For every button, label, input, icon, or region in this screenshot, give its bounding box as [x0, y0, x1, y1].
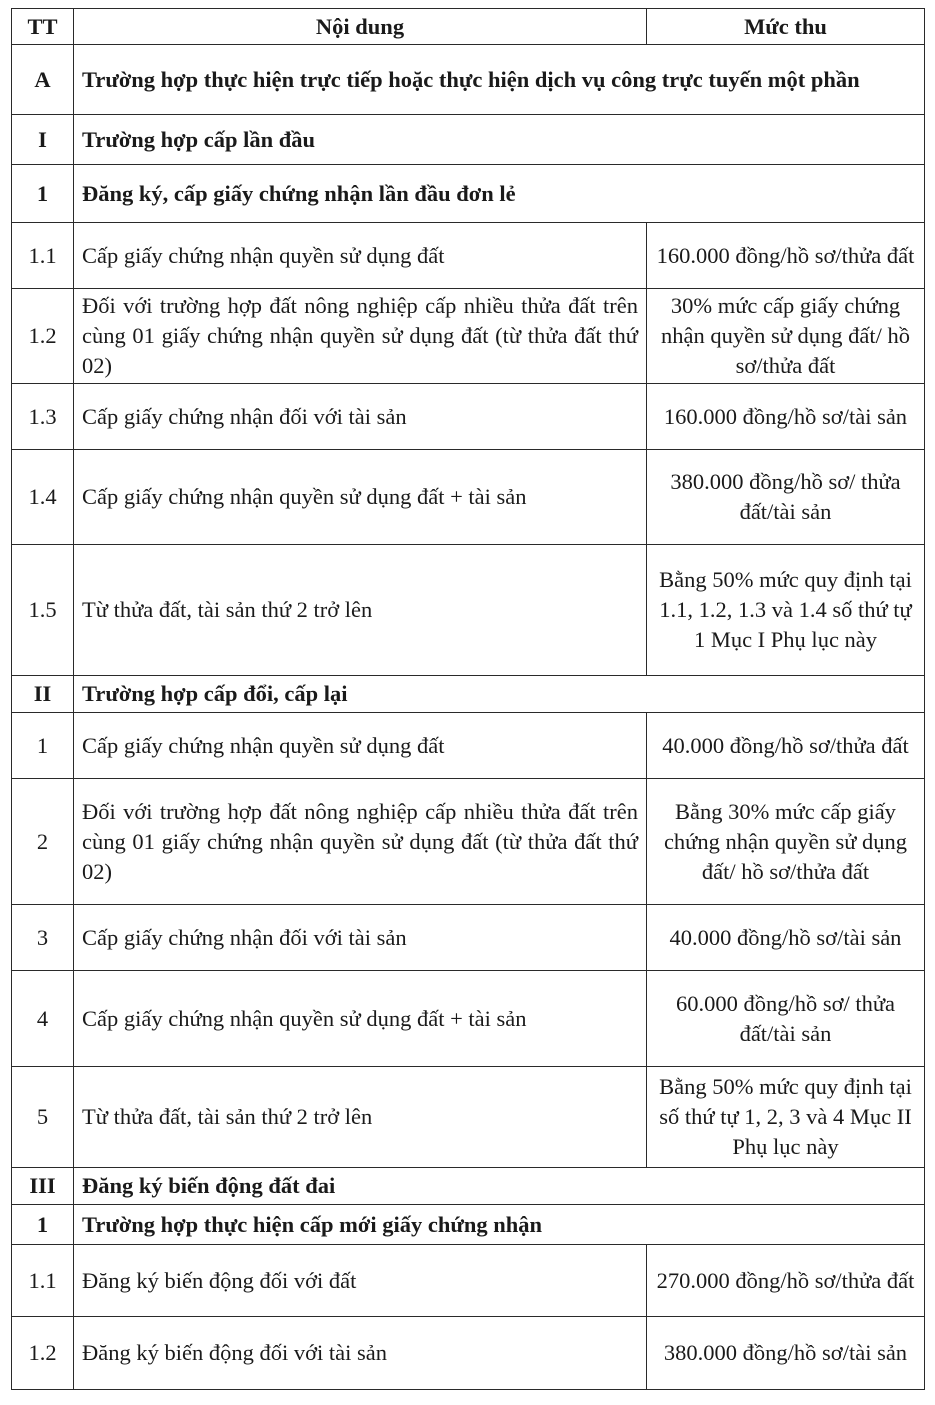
row-content: Cấp giấy chứng nhận quyền sử dụng đất + tài sản	[74, 971, 647, 1067]
row-fee: 270.000 đồng/hồ sơ/thửa đất	[647, 1245, 925, 1317]
row-fee: 380.000 đồng/hồ sơ/tài sản	[647, 1317, 925, 1390]
table-row	[12, 289, 925, 384]
row-tt: 1	[12, 1205, 74, 1245]
row-tt: 1.4	[12, 450, 74, 545]
row-content: Đăng ký biến động đối với đất	[74, 1245, 647, 1317]
table-row	[12, 1205, 925, 1245]
table-row	[12, 45, 925, 115]
row-tt: 2	[12, 779, 74, 905]
row-content: Cấp giấy chứng nhận quyền sử dụng đất	[74, 223, 647, 289]
table-row	[12, 971, 925, 1067]
row-content: Cấp giấy chứng nhận đối với tài sản	[74, 384, 647, 450]
row-content: Đăng ký biến động đối với tài sản	[74, 1317, 647, 1390]
row-fee: 40.000 đồng/hồ sơ/tài sản	[647, 905, 925, 971]
row-content: Trường hợp thực hiện cấp mới giấy chứng nhận	[74, 1205, 925, 1245]
row-fee: 380.000 đồng/hồ sơ/ thửa đất/tài sản	[647, 450, 925, 545]
row-tt: 1.5	[12, 545, 74, 676]
table-row	[12, 165, 925, 223]
table-row	[12, 676, 925, 713]
row-fee: 30% mức cấp giấy chứng nhận quyền sử dụng đất/ hồ sơ/thửa đất	[647, 289, 925, 384]
row-content: Trường hợp thực hiện trực tiếp hoặc thực hiện dịch vụ công trực tuyến một phần	[74, 45, 925, 115]
table-row	[12, 450, 925, 545]
row-content: Trường hợp cấp lần đầu	[74, 115, 925, 165]
table-row	[12, 713, 925, 779]
row-tt: 1.2	[12, 1317, 74, 1390]
row-content: Từ thửa đất, tài sản thứ 2 trở lên	[74, 1067, 647, 1168]
row-tt: 1.3	[12, 384, 74, 450]
row-fee: 40.000 đồng/hồ sơ/thửa đất	[647, 713, 925, 779]
table-row	[12, 1168, 925, 1205]
row-tt: 1.1	[12, 1245, 74, 1317]
row-content: Trường hợp cấp đổi, cấp lại	[74, 676, 925, 713]
row-tt: 1	[12, 165, 74, 223]
row-content: Cấp giấy chứng nhận đối với tài sản	[74, 905, 647, 971]
row-content: Đối với trường hợp đất nông nghiệp cấp nhiều thửa đất trên cùng 01 giấy chứng nhận quyền sử dụng đất (từ thửa đất thứ 02)	[74, 779, 647, 905]
row-tt: 1	[12, 713, 74, 779]
row-tt: 1.2	[12, 289, 74, 384]
table-row	[12, 1067, 925, 1168]
table-row	[12, 779, 925, 905]
row-tt: A	[12, 45, 74, 115]
row-tt: 5	[12, 1067, 74, 1168]
row-fee: Bằng 30% mức cấp giấy chứng nhận quyền sử dụng đất/ hồ sơ/thửa đất	[647, 779, 925, 905]
header-content: Nội dung	[74, 9, 647, 45]
row-tt: 1.1	[12, 223, 74, 289]
table-row	[12, 1245, 925, 1317]
table-row	[12, 115, 925, 165]
row-content: Cấp giấy chứng nhận quyền sử dụng đất + tài sản	[74, 450, 647, 545]
row-tt: 3	[12, 905, 74, 971]
header-fee: Mức thu	[647, 9, 925, 45]
row-content: Cấp giấy chứng nhận quyền sử dụng đất	[74, 713, 647, 779]
table-row	[12, 384, 925, 450]
row-content: Đăng ký biến động đất đai	[74, 1168, 925, 1205]
row-fee: Bằng 50% mức quy định tại số thứ tự 1, 2, 3 và 4 Mục II Phụ lục này	[647, 1067, 925, 1168]
row-tt: III	[12, 1168, 74, 1205]
header-row	[12, 9, 925, 45]
fee-table	[11, 8, 925, 1390]
row-tt: 4	[12, 971, 74, 1067]
header-tt: TT	[12, 9, 74, 45]
table-row	[12, 905, 925, 971]
table-row	[12, 545, 925, 676]
row-tt: II	[12, 676, 74, 713]
row-content: Đăng ký, cấp giấy chứng nhận lần đầu đơn lẻ	[74, 165, 925, 223]
row-fee: 60.000 đồng/hồ sơ/ thửa đất/tài sản	[647, 971, 925, 1067]
table-row	[12, 1317, 925, 1390]
table-row	[12, 223, 925, 289]
row-fee: 160.000 đồng/hồ sơ/tài sản	[647, 384, 925, 450]
row-tt: I	[12, 115, 74, 165]
row-fee: Bằng 50% mức quy định tại 1.1, 1.2, 1.3 và 1.4 số thứ tự 1 Mục I Phụ lục này	[647, 545, 925, 676]
row-fee: 160.000 đồng/hồ sơ/thửa đất	[647, 223, 925, 289]
row-content: Từ thửa đất, tài sản thứ 2 trở lên	[74, 545, 647, 676]
row-content: Đối với trường hợp đất nông nghiệp cấp nhiều thửa đất trên cùng 01 giấy chứng nhận quyền sử dụng đất (từ thửa đất thứ 02)	[74, 289, 647, 384]
